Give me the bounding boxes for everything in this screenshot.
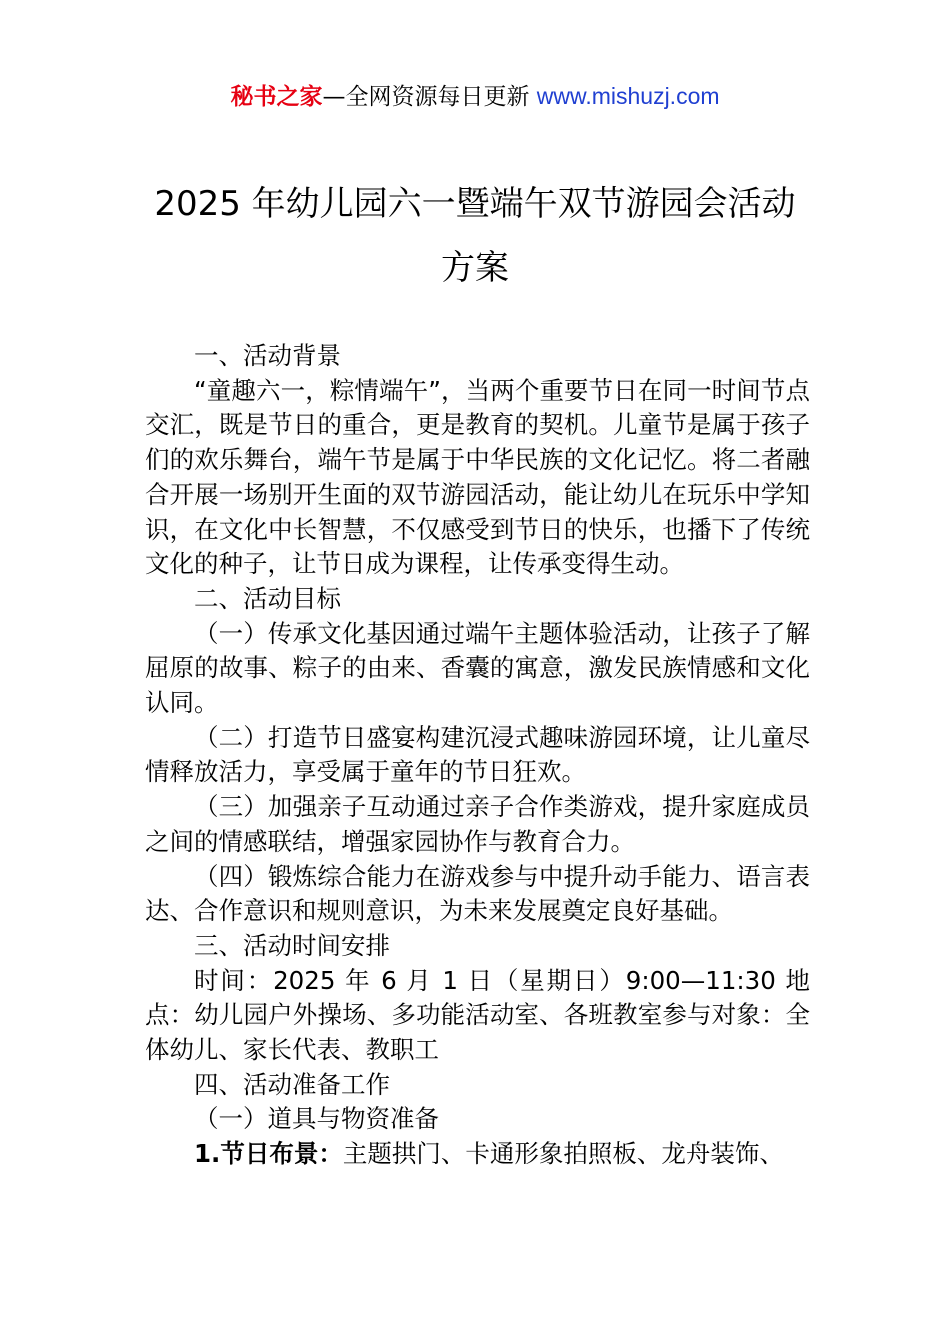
site-header — [0, 78, 950, 115]
section-heading-background: 一、活动背景 — [194, 341, 341, 370]
document-title-line-1: 2025 年幼儿园六一暨端午双节游园会活动 — [154, 184, 796, 224]
background-paragraph: “童趣六一，粽情端午”，当两个重要节日在同一时间节点交汇，既是节日的重合，更是教育的契机。儿童节是属于孩子们的欢乐舞台，端午节是属于中华民族的文化记忆。将二者融合开展一场别开生面的双节游园活动，能让幼儿在玩乐中学知识，在文化中长智慧，不仅感受到节日的快乐，也播下了传统文化的种子，让节日成为课程，让传承变得生动。 — [145, 375, 810, 579]
preparation-item-1 — [145, 1137, 810, 1172]
preparation-subheading: （一）道具与物资准备 — [194, 1104, 439, 1134]
section-heading-schedule: 三、活动时间安排 — [194, 930, 390, 960]
goal-item-2: （二）打造节日盛宴构建沉浸式趣味游园环境，让儿童尽情释放活力，享受属于童年的节日狂欢。 — [145, 722, 810, 787]
schedule-paragraph: 时间：2025 年 6 月 1 日（星期日）9:00—11:30 地点：幼儿园户外操场、多功能活动室、各班教室参与对象：全体幼儿、家长代表、教职工 — [145, 965, 810, 1065]
document-title-line-2: 方案 — [441, 248, 509, 288]
preparation-item-1-text: 主题拱门、卡通形象拍照板、龙舟装饰、 — [342, 1139, 784, 1169]
site-brand: 秘书之家 — [230, 84, 323, 110]
site-tagline: —全网资源每日更新 — [322, 84, 537, 110]
section-heading-goals: 二、活动目标 — [194, 583, 341, 613]
goal-item-3: （三）加强亲子互动通过亲子合作类游戏，提升家庭成员之间的情感联结，增强家园协作与教育合力。 — [145, 792, 810, 856]
preparation-item-1-label: 1.节日布景： — [194, 1139, 343, 1169]
document-title — [100, 172, 850, 300]
site-url-link[interactable]: www.mishuzj.com — [536, 83, 720, 109]
goal-item-1: （一）传承文化基因通过端午主题体验活动，让孩子了解屈原的故事、粽子的由来、香囊的寓意，激发民族情感和文化认同。 — [145, 618, 810, 718]
document-body — [145, 339, 810, 1172]
section-heading-preparation: 四、活动准备工作 — [194, 1069, 390, 1099]
goal-item-4: （四）锻炼综合能力在游戏参与中提升动手能力、语言表达、合作意识和规则意识，为未来发展奠定良好基础。 — [145, 861, 810, 926]
